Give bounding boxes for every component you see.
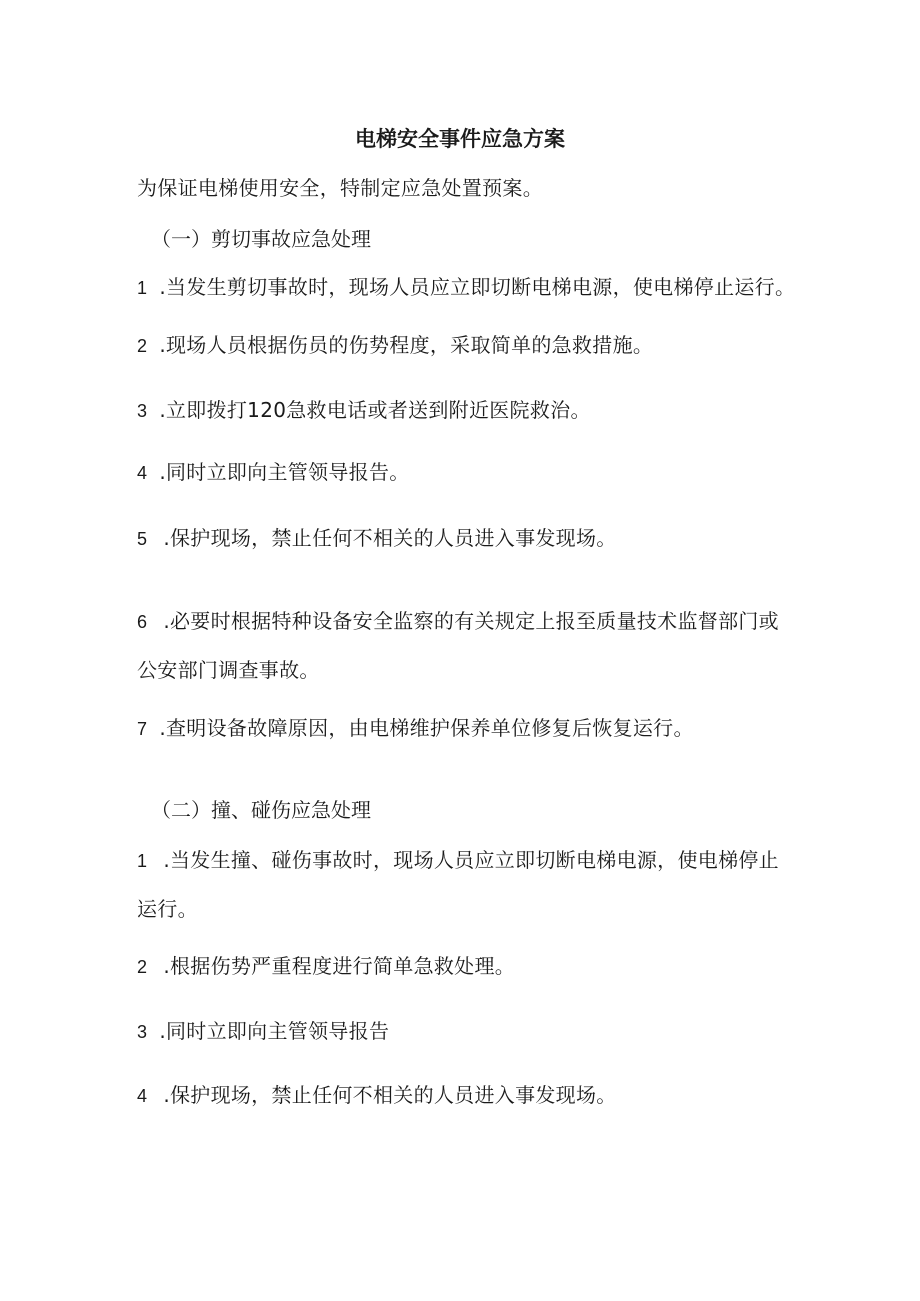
item-text: .立即拨打120急救电话或者送到附近医院救治。	[159, 398, 591, 422]
item-number: 2	[137, 957, 148, 977]
item-number: 4	[137, 1086, 148, 1106]
item-text: .同时立即向主管领导报告。	[159, 460, 410, 484]
item-text: .保护现场，禁止任何不相关的人员进入事发现场。	[163, 1083, 617, 1107]
item-text: .保护现场，禁止任何不相关的人员进入事发现场。	[163, 526, 617, 550]
item-text: .当发生剪切事故时，现场人员应立即切断电梯电源，使电梯停止运行。	[159, 275, 796, 299]
list-item	[137, 272, 795, 303]
list-item	[137, 1080, 617, 1111]
item-text: .现场人员根据伤员的伤势程度，采取简单的急救措施。	[159, 333, 654, 357]
list-item	[137, 395, 591, 426]
list-item-continuation: 运行。	[137, 897, 198, 921]
list-item	[137, 606, 779, 637]
list-item-continuation: 公安部门调查事故。	[137, 658, 320, 682]
list-item	[137, 713, 694, 744]
item-number: 6	[137, 612, 148, 632]
item-number: 7	[137, 719, 148, 739]
intro-paragraph: 为保证电梯使用安全，特制定应急处置预案。	[137, 176, 543, 200]
item-text: .根据伤势严重程度进行简单急救处理。	[163, 954, 516, 978]
item-number: 2	[137, 336, 148, 356]
item-number: 3	[137, 1022, 148, 1042]
item-text: .查明设备故障原因，由电梯维护保养单位修复后恢复运行。	[159, 716, 694, 740]
section-heading-shear: （一）剪切事故应急处理	[151, 227, 371, 251]
item-number: 1	[137, 851, 148, 871]
item-text: .必要时根据特种设备安全监察的有关规定上报至质量技术监督部门或	[163, 609, 779, 633]
item-number: 3	[137, 401, 148, 421]
item-number: 1	[137, 278, 148, 298]
list-item	[137, 457, 410, 488]
list-item	[137, 951, 515, 982]
document-title: 电梯安全事件应急方案	[355, 127, 565, 151]
item-text: .当发生撞、碰伤事故时，现场人员应立即切断电梯电源，使电梯停止	[163, 848, 779, 872]
list-item	[137, 330, 653, 361]
item-text: .同时立即向主管领导报告	[159, 1019, 390, 1043]
item-number: 5	[137, 529, 148, 549]
item-number: 4	[137, 463, 148, 483]
list-item	[137, 1016, 389, 1047]
list-item	[137, 523, 617, 554]
list-item	[137, 845, 779, 876]
section-heading-collision: （二）撞、碰伤应急处理	[151, 798, 371, 822]
